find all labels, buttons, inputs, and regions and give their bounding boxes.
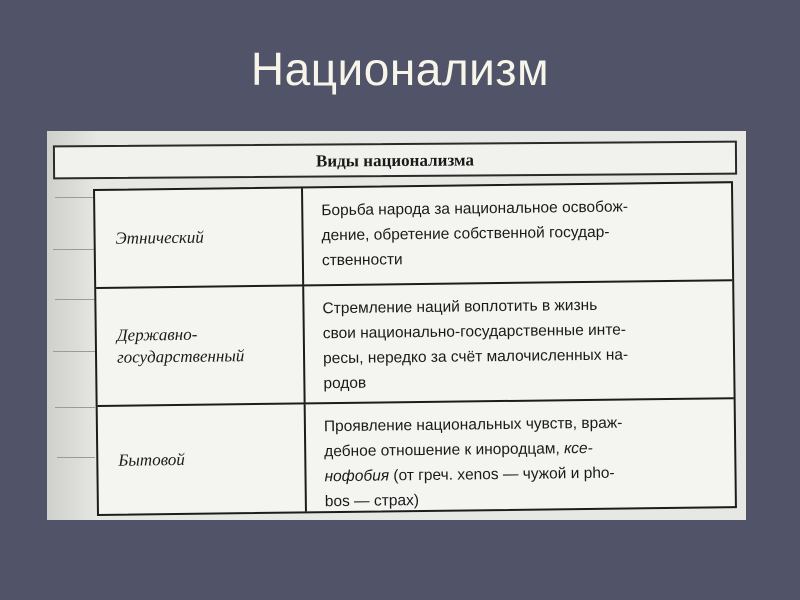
description-italic-text: ксе- [563, 439, 593, 458]
slide-title: Национализм [250, 43, 550, 95]
description-cell [303, 183, 732, 284]
description-italic-text: нофобия [324, 467, 390, 486]
description-line: свои национально-государственные инте- [322, 321, 627, 343]
type-label: государственный [116, 346, 245, 367]
description-cell [304, 281, 733, 402]
type-label: Бытовой [118, 449, 185, 470]
description-line: Проявление национальных чувств, враж- [323, 414, 623, 436]
bleed-line [57, 457, 95, 458]
table-row [95, 183, 732, 287]
bleed-line [55, 197, 95, 198]
description-cell [306, 399, 735, 511]
description-line: дение, обретение собственной государ- [321, 223, 610, 245]
description-line: bos — страх) [324, 492, 420, 511]
description-line: родов [323, 374, 367, 393]
table-row [96, 279, 733, 405]
type-cell [98, 404, 307, 514]
nationalism-types-table [93, 181, 737, 516]
page-bleed-through [47, 131, 97, 520]
bleed-line [53, 351, 95, 352]
description-text: (от греч. xenos — чужой и pho- [388, 464, 615, 485]
description-line: Стремление наций воплотить в жизнь [322, 296, 598, 318]
description-line: ственности [321, 251, 403, 270]
bleed-line [53, 249, 95, 250]
description-text: дебное отношение к инородцам, [324, 440, 565, 461]
table-header: Виды национализма [315, 150, 475, 171]
description-line: ресы, нередко за счёт малочисленных на- [322, 346, 629, 368]
bleed-line [55, 299, 95, 300]
description-line: Борьба народа за национальное освобож- [321, 198, 629, 220]
scanned-page [47, 131, 746, 520]
type-label: Державно- [116, 324, 198, 345]
table-row [98, 397, 735, 514]
type-label: Этнический [115, 227, 204, 248]
bleed-line [55, 407, 95, 408]
type-cell [96, 286, 305, 405]
table-header-box [53, 141, 737, 180]
type-cell [95, 188, 304, 287]
